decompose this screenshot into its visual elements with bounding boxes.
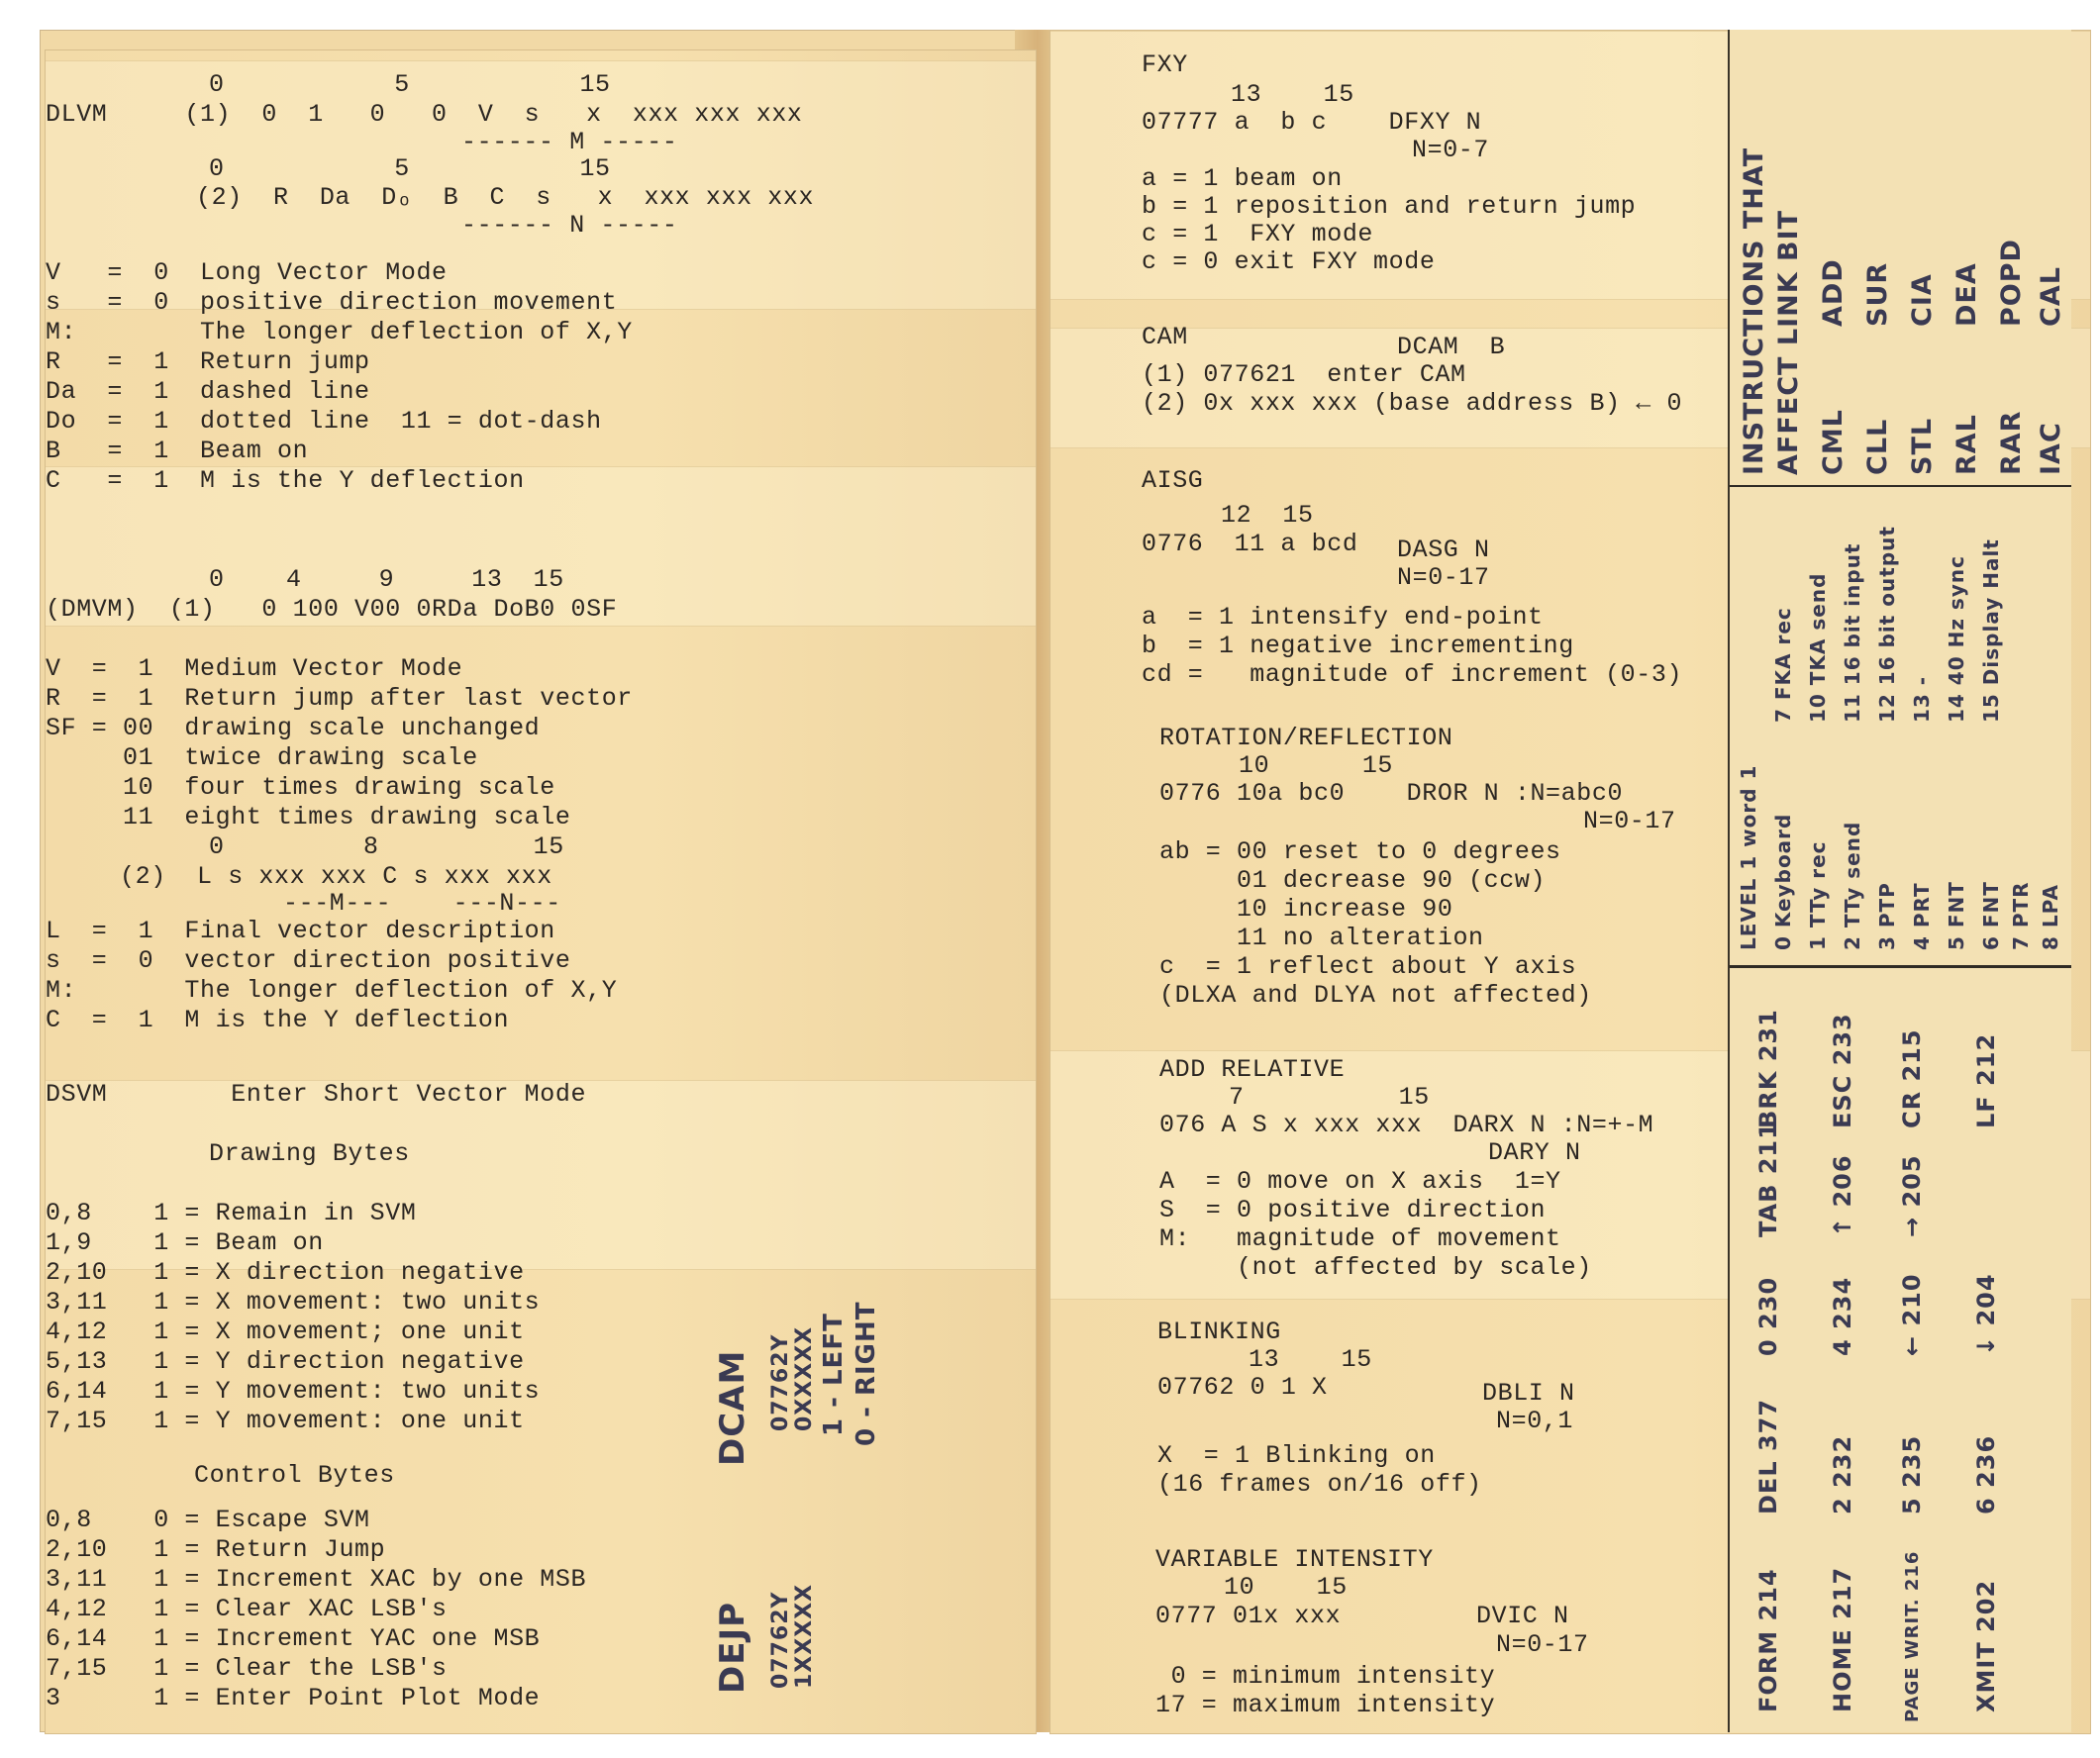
cam-row: (1) 077621 enter CAM	[1142, 360, 1466, 389]
handwritten-dejp: DEJP	[713, 1601, 752, 1694]
control-byte-row: 7,15 1 = Clear the LSB's	[46, 1654, 448, 1683]
dlvm-format-2: (2) R Da Dₒ B C s x xxx xxx xxx	[196, 183, 815, 212]
rotation-legend-row: 11 no alteration	[1159, 924, 1484, 952]
divider	[1730, 485, 2071, 487]
blinking-mnemonic: DBLI N	[1482, 1379, 1575, 1408]
key-code: 2 232	[1829, 1434, 1856, 1514]
dlvm-legend-row: Do = 1 dotted line 11 = dot-dash	[46, 407, 602, 436]
key-code: 6 236	[1972, 1434, 2000, 1514]
level-device: 1 TTy rec	[1806, 840, 1830, 950]
add-relative-legend-row: A = 0 move on X axis 1=Y	[1159, 1167, 1561, 1196]
key-code: LF 212	[1972, 1032, 2000, 1128]
drawing-byte-row: 4,12 1 = X movement; one unit	[46, 1318, 525, 1346]
dlvm-legend-row: M: The longer deflection of X,Y	[46, 318, 633, 346]
control-byte-row: 3,11 1 = Increment XAC by one MSB	[46, 1565, 587, 1594]
link-instruction: ADD	[1818, 258, 1849, 327]
control-byte-row: 0,8 0 = Escape SVM	[46, 1506, 370, 1534]
drawing-bytes-heading: Drawing Bytes	[209, 1139, 410, 1168]
dmvm-legend2-row: C = 1 M is the Y deflection	[46, 1006, 510, 1034]
key-code: ↓ 204	[1972, 1273, 2000, 1356]
handwritten-dejp-code: 07762Y	[768, 1591, 793, 1689]
aisg-bit-ruler: 12 15	[1221, 501, 1314, 530]
rotation-format: 0776 10a bc0 DROR N :N=abc0	[1159, 779, 1624, 808]
blinking-legend-row: X = 1 Blinking on	[1157, 1441, 1436, 1470]
link-heading-2: AFFECT LINK BIT	[1773, 209, 1804, 475]
variable-intensity-legend-row: 17 = maximum intensity	[1155, 1691, 1496, 1719]
dlvm-legend-row: Da = 1 dashed line	[46, 377, 370, 406]
aisg-legend-row: b = 1 negative incrementing	[1142, 632, 1574, 660]
key-code: ↑ 206	[1829, 1154, 1856, 1237]
control-bytes-heading: Control Bytes	[194, 1461, 395, 1490]
dmvm-legend2-row: L = 1 Final vector description	[46, 917, 555, 945]
control-byte-row: 2,10 1 = Return Jump	[46, 1535, 386, 1564]
dlvm-n-field: ------ N -----	[461, 211, 678, 240]
add-relative-format: 076 A S x xxx xxx DARX N :N=+-M	[1159, 1111, 1654, 1139]
rotation-legend-row: 10 increase 90	[1159, 895, 1453, 924]
aisg-range: N=0-17	[1397, 563, 1490, 592]
level-device: 5 FNT	[1945, 881, 1968, 950]
blinking-range: N=0,1	[1496, 1407, 1574, 1435]
add-relative-legend-row: S = 0 positive direction	[1159, 1196, 1547, 1224]
cam-mnemonic: DCAM B	[1397, 333, 1506, 361]
handwritten-dejp-x: 1XXXXX	[792, 1583, 817, 1689]
drawing-byte-row: 5,13 1 = Y direction negative	[46, 1347, 525, 1376]
dmvm-format-1: (DMVM) (1) 0 100 V00 0RDa DoB0 0SF	[46, 595, 618, 624]
level-device: 8 LPA	[2039, 884, 2062, 950]
dmvm-legend-row: 01 twice drawing scale	[46, 743, 478, 772]
dmvm-legend2-row: s = 0 vector direction positive	[46, 946, 571, 975]
key-code: ← 210	[1898, 1273, 1926, 1356]
key-code: TAB 211	[1754, 1122, 1782, 1237]
blinking-legend-row: (16 frames on/16 off)	[1157, 1470, 1482, 1499]
dlvm-legend-row: s = 0 positive direction movement	[46, 288, 618, 317]
handwritten-dcam: DCAM	[713, 1349, 752, 1466]
level-device: 15 Display Halt	[1979, 538, 2003, 723]
dlvm-legend-row: R = 1 Return jump	[46, 347, 370, 376]
level-device: 11 16 bit input	[1841, 542, 1864, 723]
add-relative-bit-ruler: 7 15	[1229, 1083, 1430, 1112]
fxy-legend-row: b = 1 reposition and return jump	[1142, 192, 1637, 221]
level-device: 12 16 bit output	[1875, 526, 1899, 723]
dlvm-legend-row: C = 1 M is the Y deflection	[46, 466, 525, 495]
variable-intensity-format: 0777 01x xxx	[1155, 1602, 1342, 1630]
level-word-label: LEVEL 1 word 1	[1737, 764, 1760, 950]
fxy-legend-row: c = 0 exit FXY mode	[1142, 247, 1436, 276]
level-device: 7 PTR	[2009, 881, 2033, 950]
blinking-format: 07762 0 1 X	[1157, 1373, 1328, 1402]
dmvm-legend-row: SF = 00 drawing scale unchanged	[46, 714, 541, 742]
aisg-format: 0776 11 a bcd	[1142, 530, 1358, 558]
control-byte-row: 6,14 1 = Increment YAC one MSB	[46, 1624, 541, 1653]
fxy-title: FXY	[1142, 50, 1188, 79]
dlvm-legend-row: B = 1 Beam on	[46, 437, 309, 465]
level-device: 0 Keyboard	[1771, 813, 1795, 950]
drawing-byte-row: 1,9 1 = Beam on	[46, 1228, 324, 1257]
variable-intensity-title: VARIABLE INTENSITY	[1155, 1545, 1434, 1574]
variable-intensity-legend-row: 0 = minimum intensity	[1155, 1662, 1496, 1691]
key-code: BRK 231	[1754, 1009, 1782, 1128]
add-relative-dary: DARY N	[1488, 1138, 1581, 1167]
rotation-bit-ruler: 10 15	[1239, 751, 1394, 780]
aisg-legend-row: cd = magnitude of increment (0-3)	[1142, 660, 1683, 689]
rotation-legend-row: ab = 00 reset to 0 degrees	[1159, 837, 1561, 866]
link-instruction: DEA	[1951, 262, 1982, 327]
rotation-title: ROTATION/REFLECTION	[1159, 724, 1453, 752]
handwritten-dcam-code: 07762Y	[768, 1333, 793, 1431]
dmvm-legend-row: 10 four times drawing scale	[46, 773, 555, 802]
dmvm-legend-row: R = 1 Return jump after last vector	[46, 684, 633, 713]
handwritten-reference-strip	[1728, 30, 2071, 1732]
fxy-range: N=0-7	[1412, 136, 1490, 164]
key-code: 5 235	[1898, 1434, 1926, 1514]
add-relative-legend-row: M: magnitude of movement	[1159, 1224, 1561, 1253]
dlvm-format-1: DLVM (1) 0 1 0 0 V s x xxx xxx xxx	[46, 100, 803, 129]
dmvm-legend-row: V = 1 Medium Vector Mode	[46, 654, 463, 683]
level-device: 2 TTy send	[1841, 821, 1864, 950]
link-instruction: RAL	[1951, 414, 1982, 475]
dlvm-bit-ruler-2: 0 5 15	[209, 154, 611, 183]
rotation-legend-row: c = 1 reflect about Y axis	[1159, 952, 1577, 981]
dmvm-mn-fields: ---M--- ---N---	[283, 889, 561, 918]
aisg-title: AISG	[1142, 466, 1204, 495]
left-page	[45, 49, 1037, 1734]
link-instruction: CAL	[2036, 266, 2066, 327]
control-byte-row: 4,12 1 = Clear XAC LSB's	[46, 1595, 448, 1623]
level-device: 3 PTP	[1875, 882, 1899, 950]
link-instruction: STL	[1907, 417, 1938, 475]
link-instruction: IAC	[2036, 422, 2066, 475]
dsvm-title: DSVM Enter Short Vector Mode	[46, 1080, 587, 1109]
blinking-bit-ruler: 13 15	[1249, 1345, 1372, 1374]
fxy-bit-ruler: 13 15	[1231, 80, 1354, 109]
handwritten-dcam-x: 0XXXXX	[792, 1325, 817, 1431]
link-heading-1: INSTRUCTIONS THAT	[1739, 146, 1769, 475]
level-device: 10 TKA send	[1806, 572, 1830, 723]
control-byte-row: 3 1 = Enter Point Plot Mode	[46, 1684, 541, 1712]
drawing-byte-row: 7,15 1 = Y movement: one unit	[46, 1407, 525, 1435]
dmvm-legend2-row: M: The longer deflection of X,Y	[46, 976, 618, 1005]
drawing-byte-row: 2,10 1 = X direction negative	[46, 1258, 525, 1287]
key-code: CR 215	[1898, 1028, 1926, 1128]
key-code: HOME 217	[1829, 1566, 1856, 1712]
drawing-byte-row: 3,11 1 = X movement: two units	[46, 1288, 541, 1317]
add-relative-title: ADD RELATIVE	[1159, 1055, 1346, 1084]
dmvm-bit-ruler-2: 0 8 15	[209, 832, 564, 861]
link-instruction: RAR	[1996, 410, 2027, 475]
cam-title: CAM	[1142, 323, 1188, 351]
rotation-range: N=0-17	[1583, 807, 1676, 835]
key-code: PAGE WRIT. 216	[1902, 1550, 1923, 1722]
handwritten-right: 0 - RIGHT	[851, 1301, 881, 1446]
dlvm-m-field: ------ M -----	[461, 128, 678, 156]
blinking-title: BLINKING	[1157, 1318, 1281, 1346]
fxy-legend-row: a = 1 beam on	[1142, 164, 1343, 193]
fxy-legend-row: c = 1 FXY mode	[1142, 220, 1374, 248]
key-code: FORM 214	[1754, 1568, 1782, 1712]
link-instruction: POPD	[1996, 239, 2027, 327]
level-device: 6 FNT	[1979, 881, 2003, 950]
variable-intensity-bit-ruler: 10 15	[1224, 1573, 1348, 1602]
dlvm-bit-ruler: 0 5 15	[209, 70, 611, 99]
rotation-legend-row: (DLXA and DLYA not affected)	[1159, 981, 1592, 1010]
fxy-format: 07777 a b c DFXY N	[1142, 108, 1482, 137]
level-device: 7 FKA rec	[1771, 607, 1795, 723]
dmvm-format-2: (2) L s xxx xxx C s xxx xxx	[120, 862, 552, 891]
handwritten-left: 1 - LEFT	[819, 1313, 849, 1436]
level-device: 13 -	[1910, 675, 1934, 723]
variable-intensity-range: N=0-17	[1496, 1630, 1589, 1659]
aisg-mnemonic: DASG N	[1397, 536, 1490, 564]
key-code: 4 234	[1829, 1276, 1856, 1356]
level-device: 4 PRT	[1910, 882, 1934, 950]
dmvm-legend-row: 11 eight times drawing scale	[46, 803, 571, 831]
drawing-byte-row: 6,14 1 = Y movement: two units	[46, 1377, 541, 1406]
rotation-legend-row: 01 decrease 90 (ccw)	[1159, 866, 1547, 895]
key-code: DEL 377	[1754, 1398, 1782, 1514]
aisg-legend-row: a = 1 intensify end-point	[1142, 603, 1544, 632]
drawing-byte-row: 0,8 1 = Remain in SVM	[46, 1199, 417, 1227]
key-code: 0 230	[1754, 1276, 1782, 1356]
key-code: → 205	[1898, 1154, 1926, 1237]
variable-intensity-mnemonic: DVIC N	[1476, 1602, 1569, 1630]
dlvm-legend-row: V = 0 Long Vector Mode	[46, 258, 448, 287]
dmvm-bit-ruler: 0 4 9 13 15	[209, 565, 564, 594]
link-instruction: SUR	[1862, 261, 1893, 327]
link-instruction: CML	[1818, 409, 1849, 475]
divider	[1730, 965, 2071, 968]
cam-row: (2) 0x xxx xxx (base address B) ← 0	[1142, 389, 1683, 418]
level-device: 14 40 Hz sync	[1945, 555, 1968, 723]
link-instruction: CIA	[1907, 273, 1938, 327]
key-code: ESC 233	[1829, 1013, 1856, 1128]
add-relative-legend-row: (not affected by scale)	[1159, 1253, 1592, 1282]
link-instruction: CLL	[1862, 418, 1893, 475]
key-code: XMIT 202	[1972, 1579, 2000, 1712]
